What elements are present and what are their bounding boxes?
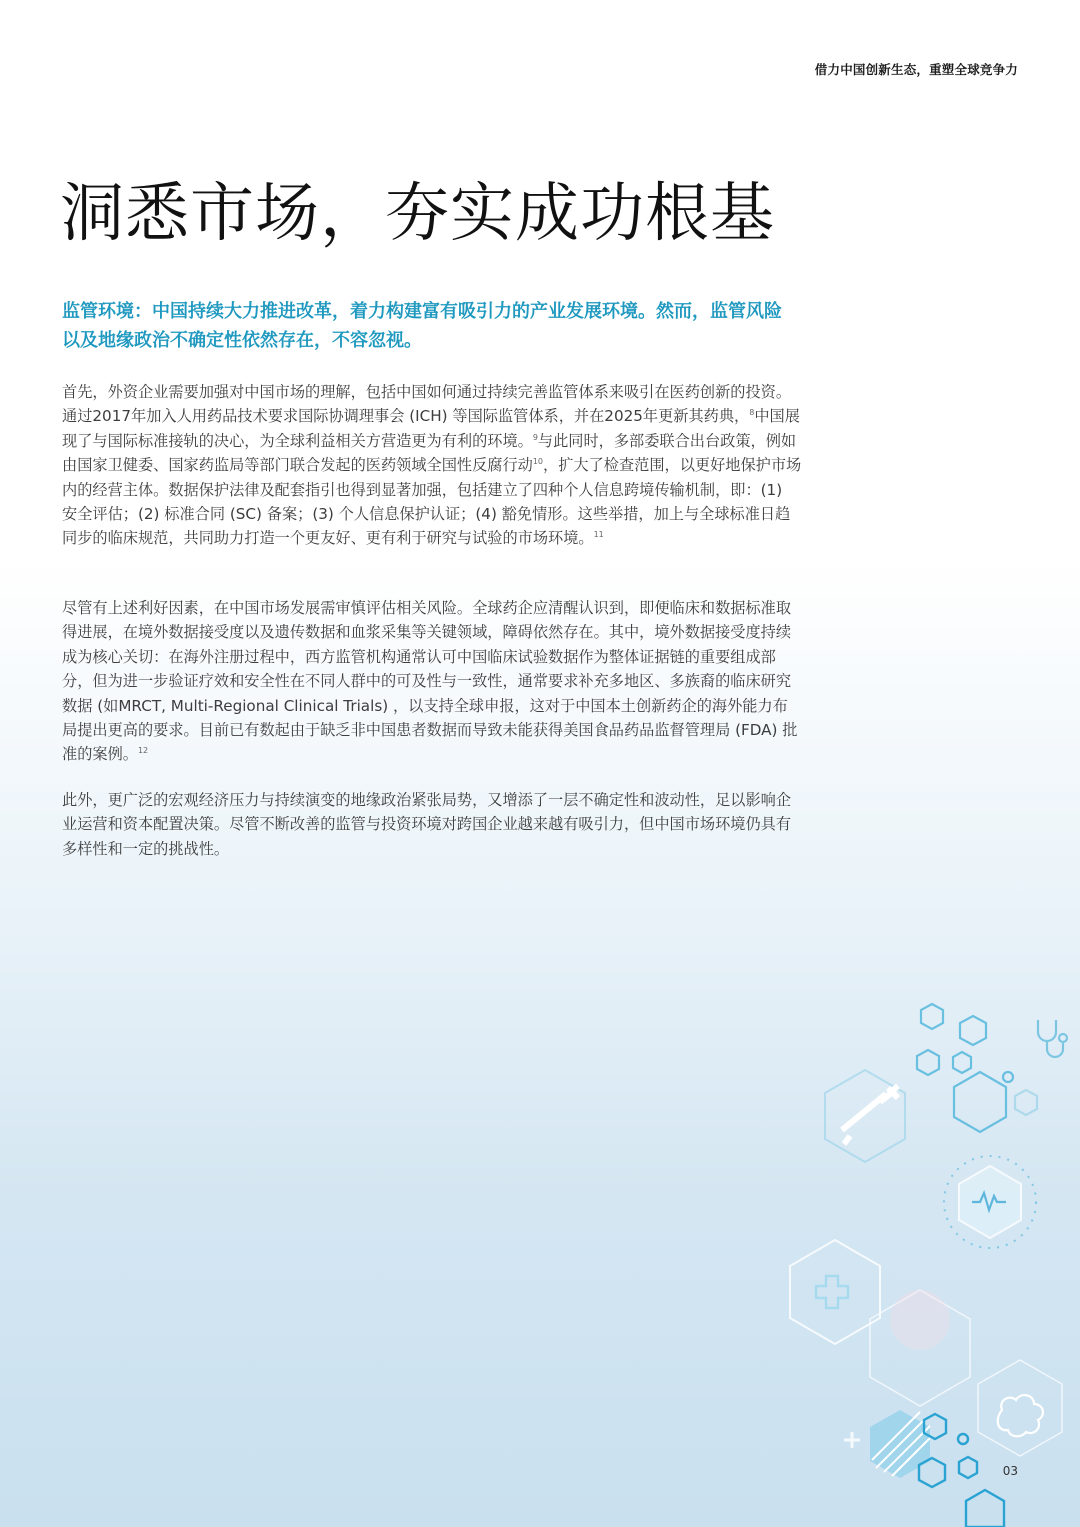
stethoscope-icon (1038, 1020, 1067, 1057)
striped-hexagon-shape (870, 1410, 930, 1478)
dot-shape (958, 1434, 968, 1444)
medical-hexagon-illustration (780, 990, 1080, 1527)
page-number: 03 (1002, 1464, 1018, 1478)
hexagon-shape (921, 1004, 943, 1029)
hexagon-shape (954, 1072, 1006, 1132)
syringe-icon (825, 1070, 905, 1162)
footnote-ref-8[interactable]: 8 (749, 408, 755, 418)
page-title: 洞悉市场，夯实成功根基 (60, 177, 775, 251)
hexagon-shape (966, 1490, 1004, 1527)
footnote-ref-10[interactable]: 10 (532, 457, 543, 467)
dot-shape (1003, 1072, 1013, 1082)
hexagon-shape (959, 1457, 977, 1478)
hexagon-shape (953, 1052, 971, 1073)
body-paragraph-3: 此外，更广泛的宏观经济压力与持续演变的地缘政治紧张局势，又增添了一层不确定性和波动性，足以影响企业运营和资本配置决策。尽管不断改善的监管与投资环境对跨国企业越来越有吸引力，但中国市场环境仍具有多样性和一定的挑战性。 (62, 791, 791, 858)
medical-cross-icon (790, 1240, 880, 1344)
running-header: 借力中国创新生态，重塑全球竞争力 (814, 62, 1018, 77)
heart-rate-icon (944, 1156, 1036, 1248)
hexagon-shape (960, 1016, 986, 1045)
footnote-ref-11[interactable]: 11 (593, 530, 604, 540)
body-paragraph-2: 尽管有上述利好因素，在中国市场发展需审慎评估相关风险。全球药企应清醒认识到，即便临床和数据标准取得进展，在境外数据接受度以及遗传数据和血浆采集等关键领域，障碍依然存在。其中，境外数据接受度持续成为核心关切：在海外注册过程中，西方监管机构通常认可中国临床试验数据作为整体证据链的重要组成部分，但为进一步验证疗效和安全性在不同人群中的可及性与一致性，通常要求补充多地区、多族裔的临床研究数据 (如MRCT, Multi-Regional Clinical Trials) ，以支持全球申报，这对于中国本土创新药企的海外能力布局提出更高的要求。目前已有数起由于缺乏非中国患者数据而导致未能获得美国食品药品监督管理局 (FDA) 批准的案例。$^{12}$ (62, 599, 798, 764)
pink-glow (890, 1290, 950, 1350)
hexagon-shape (917, 1050, 939, 1075)
footnote-ref-9[interactable]: 9 (532, 432, 538, 442)
brain-icon (998, 1395, 1043, 1436)
hexagon-shape (919, 1458, 945, 1487)
footnote-ref-12[interactable]: 12 (137, 746, 149, 756)
lead-paragraph: 监管环境：中国持续大力推进改革，着力构建富有吸引力的产业发展环境。然而，监管风险以及地缘政治不确定性依然存在，不容忽视。 (62, 301, 782, 351)
body-paragraph-1: 首先，外资企业需要加强对中国市场的理解，包括中国如何通过持续完善监管体系来吸引在医药创新的投资。通过2017年加入人用药品技术要求国际协调理事会 (ICH) 等国际监管体系，并在2025年更新其药典，$^8$中国展现了与国际标准接轨的决心，为全球利益相关方营造更为有利的环境。$^9$与此同时，多部委联合出台政策，例如由国家卫健委、国家药监局等部门联合发起的医药领域全国性反腐行动$^{10}$，扩大了检查范围，以更好地保护市场内的经营主体。数据保护法律及配套指引也得到显著加强，包括建立了四种个人信息跨境传输机制，即：(1) 安全评估；(2) 标准合同 (SC) 备案；(3) 个人信息保护认证；(4) 豁免情形。这些举措，加上与全球标准日趋同步的临床规范，共同助力打造一个更友好、更有利于研究与试验的市场环境。$^{11}$ (62, 383, 802, 548)
